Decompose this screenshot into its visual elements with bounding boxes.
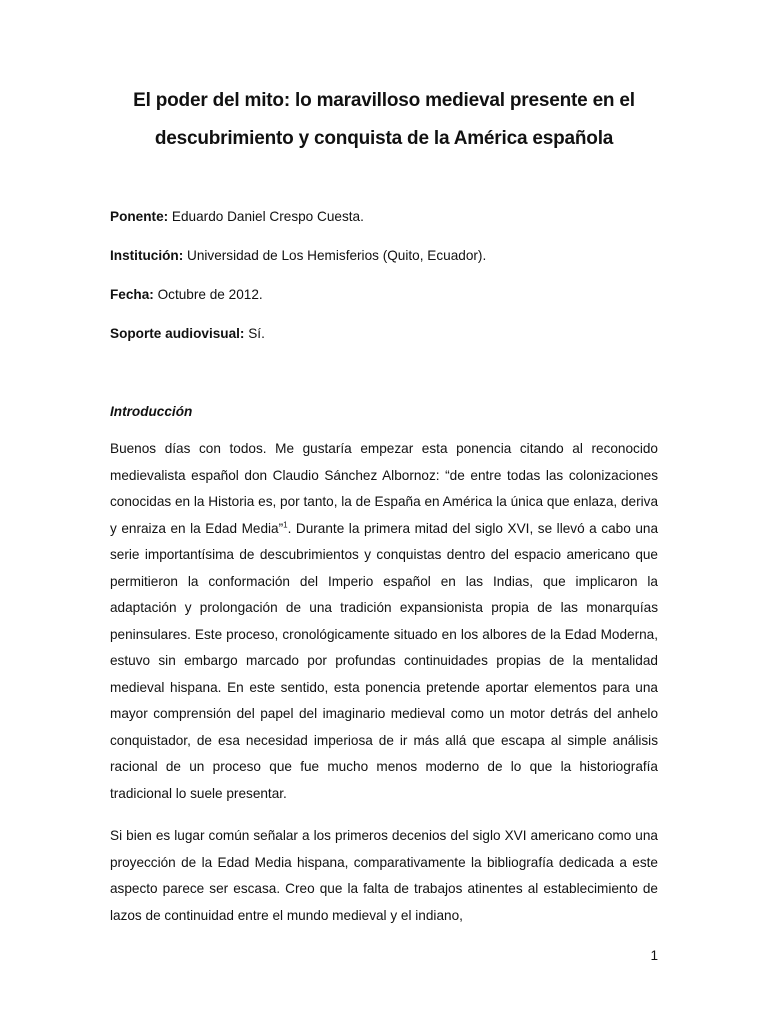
meta-soporte bbox=[110, 324, 660, 344]
document-title: El poder del mito: lo maravilloso medieval presente en el descubrimiento y conquista de la América española bbox=[133, 90, 635, 149]
paragraph-intro bbox=[110, 436, 658, 807]
meta-label: Ponente: bbox=[110, 209, 169, 224]
meta-value: Eduardo Daniel Crespo Cuesta. bbox=[168, 209, 364, 224]
footnote-marker[interactable]: 1 bbox=[283, 519, 288, 529]
paragraph-text: . Durante la primera mitad del siglo XVI, se llevó a cabo una serie importantísima de descubrimientos y conquistas dentro del espacio americano que permitieron la conformación del Imperio español en las Indias, que implicaron la adaptación y prolongación de una tradición expansionista propia de las monarquías peninsulares. Este proceso, cronológicamente situado en los albores de la Edad Moderna, estuvo sin embargo marcado por profundas continuidades propias de la mentalidad medieval hispana. En este sentido, esta ponencia pretende aportar elementos para una mayor comprensión del papel del imaginario medieval como un motor detrás del anhelo conquistador, de esa necesidad imperiosa de ir más allá que escapa al simple análisis racional de un proceso que fue mucho menos moderno de lo que la historiografía tradicional lo suele presentar. bbox=[110, 520, 658, 801]
page-number: 1 bbox=[650, 948, 658, 963]
section-heading-introduccion: Introducción bbox=[110, 404, 193, 419]
paragraph-text: Buenos días con todos. Me gustaría empezar esta ponencia citando al reconocido medievalista español don Claudio Sánchez Albornoz: “de entre todas las colonizaciones conocidas en la Historia es, por tanto, la de España en América la única que enlaza, deriva y enraiza en la Edad Media” bbox=[110, 441, 658, 536]
meta-institucion bbox=[110, 246, 660, 266]
meta-value: Sí. bbox=[244, 326, 265, 341]
meta-label: Fecha: bbox=[110, 287, 154, 302]
meta-label: Soporte audiovisual: bbox=[110, 326, 245, 341]
paragraph-second: Si bien es lugar común señalar a los primeros decenios del siglo XVI americano como una proyección de la Edad Media hispana, comparativamente la bibliografía dedicada a este aspecto parece ser escasa. Creo que la falta de trabajos atinentes al establecimiento de lazos de continuidad entre el mundo medieval y el indiano, bbox=[110, 828, 658, 923]
meta-label: Institución: bbox=[110, 248, 184, 263]
meta-value: Octubre de 2012. bbox=[153, 287, 263, 302]
meta-value: Universidad de Los Hemisferios (Quito, Ecuador). bbox=[183, 248, 487, 263]
meta-ponente bbox=[110, 207, 660, 227]
meta-fecha bbox=[110, 285, 660, 305]
